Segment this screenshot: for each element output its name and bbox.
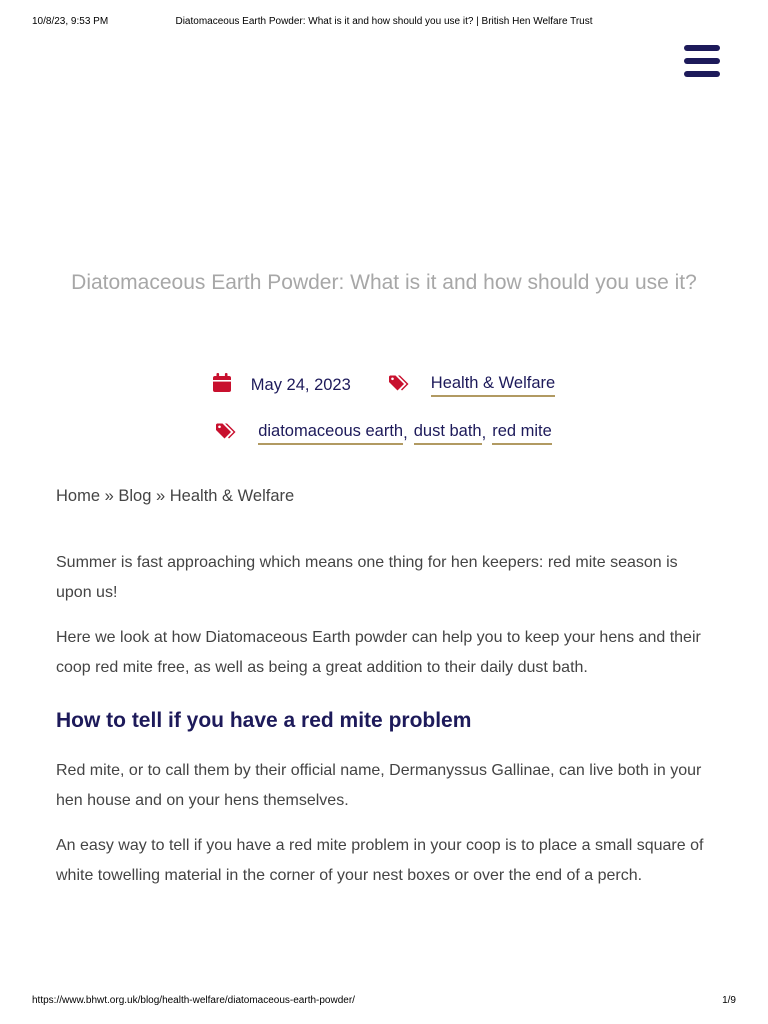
post-date: May 24, 2023: [250, 375, 351, 394]
tag-link[interactable]: diatomaceous earth: [258, 422, 403, 445]
print-timestamp: 10/8/23, 9:53 PM: [32, 16, 109, 27]
breadcrumb-blog[interactable]: Blog: [118, 487, 152, 505]
page-title: Diatomaceous Earth Powder: What is it and how should you use it?: [71, 271, 697, 294]
tags-icon: [389, 375, 411, 396]
category-link[interactable]: Health & Welfare: [431, 374, 555, 397]
post-tags-row: [0, 418, 768, 448]
print-url: https://www.bhwt.org.uk/blog/health-welfare/diatomaceous-earth-powder/: [32, 995, 355, 1006]
menu-bar-middle: [684, 58, 720, 64]
breadcrumb-home[interactable]: Home: [56, 487, 101, 505]
paragraph: An easy way to tell if you have a red mite problem in your coop is to place a small square of white towelling material in the corner of your nest boxes or over the end of a perch.: [56, 837, 704, 884]
tag-separator: ,: [481, 423, 487, 442]
paragraph: Red mite, or to call them by their official name, Dermanyssus Gallinae, can live both in your hen house and on your hens themselves.: [56, 762, 702, 809]
hamburger-icon[interactable]: [684, 44, 720, 78]
breadcrumb-separator: »: [156, 487, 170, 505]
tag-link[interactable]: red mite: [492, 422, 552, 445]
tag-link[interactable]: dust bath: [414, 422, 482, 445]
menu-bar-top: [684, 45, 720, 51]
paragraph: Summer is fast approaching which means one thing for hen keepers: red mite season is upon us!: [56, 554, 678, 601]
breadcrumb-current[interactable]: Health & Welfare: [169, 487, 295, 505]
tags-icon: [216, 423, 238, 444]
print-header: [32, 16, 736, 30]
print-footer: [32, 995, 736, 1009]
section-heading: How to tell if you have a red mite problem: [56, 709, 472, 732]
post-meta-row: [0, 370, 768, 400]
print-page-number: 1/9: [722, 995, 736, 1006]
article-body: [56, 548, 712, 906]
calendar-icon: [213, 373, 231, 397]
tag-separator: ,: [403, 423, 408, 442]
menu-bar-bottom: [684, 71, 720, 77]
breadcrumb-separator: »: [104, 487, 119, 505]
breadcrumb: [56, 487, 294, 506]
print-document-title: Diatomaceous Earth Powder: What is it and how should you use it? | British Hen Welfare Trust: [175, 16, 593, 27]
paragraph: Here we look at how Diatomaceous Earth powder can help you to keep your hens and their coop red mite free, as well as being a great addition to their daily dust bath.: [56, 629, 701, 676]
